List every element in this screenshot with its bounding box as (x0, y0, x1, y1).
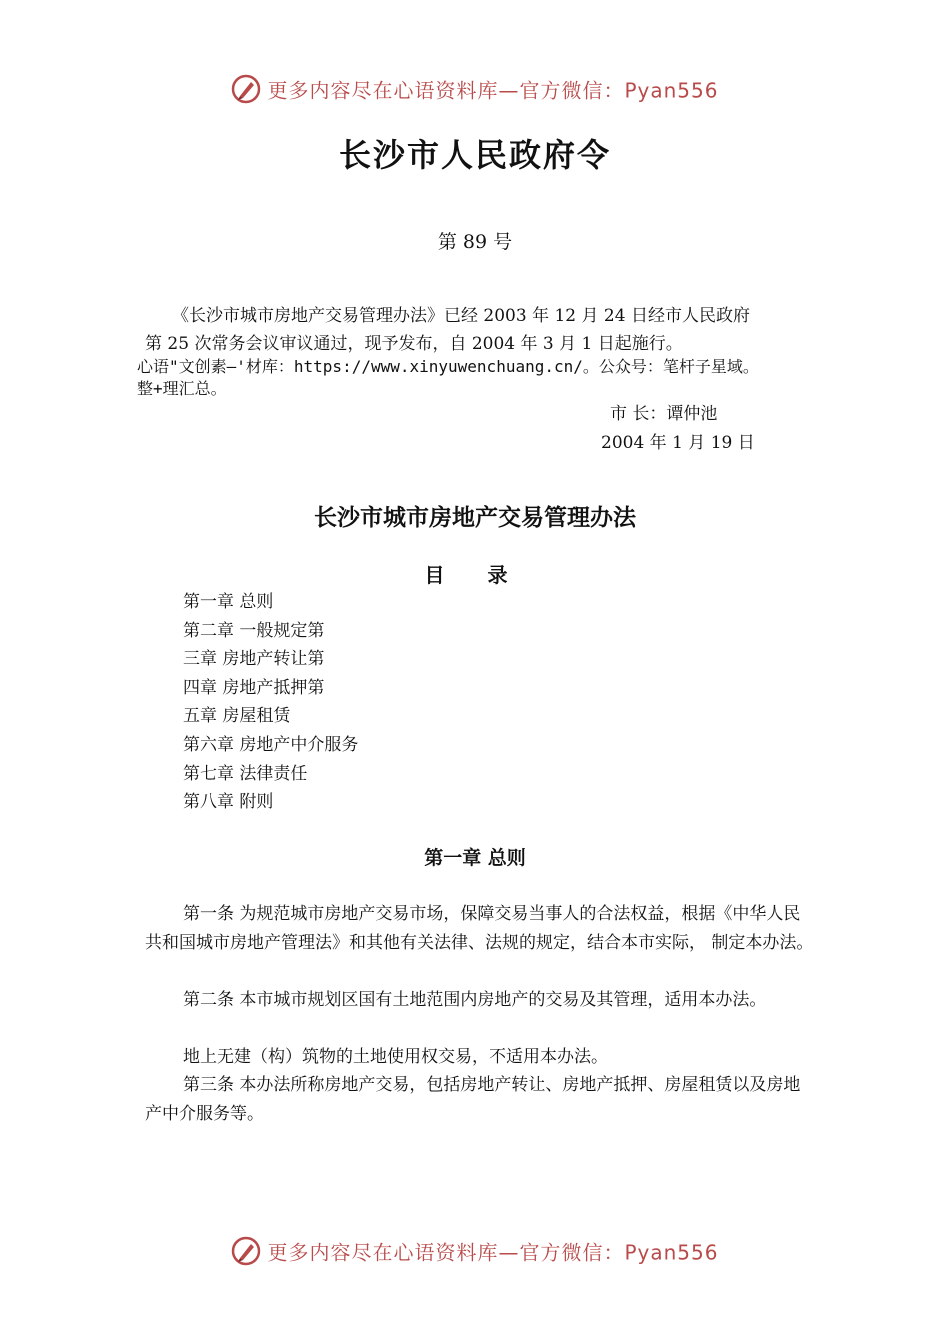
article-3: 第三条 本办法所称房地产交易，包括房地产转让、房地产抵押、房屋租赁以及房地产中介服务等。 (145, 1075, 801, 1124)
document-title: 长沙市城市房地产交易管理办法 (314, 505, 636, 531)
source-note-line-1: 心语"文创素—'材库：https://www.xinyuwenchuang.cn/。公众号：笔杆子星域。 (137, 357, 759, 376)
toc-item: 第一章 总则 (183, 592, 274, 612)
toc-item: 三章 房地产转让第 (183, 649, 325, 670)
toc-item: 第七章 法律责任 (183, 763, 308, 784)
article-2: 第二条 本市城市规划区国有土地范围内房地产的交易及其管理，适用本办法。 (183, 990, 767, 1010)
red-pen-logo-icon (231, 1236, 261, 1266)
watermark-text: 更多内容尽在心语资料库—官方微信：Pyan556 (267, 1240, 719, 1265)
source-note-line-2: 整+理汇总。 (137, 379, 227, 398)
toc-item: 第二章 一般规定第 (183, 620, 325, 641)
decree-number: 第 89 号 (437, 231, 513, 253)
red-pen-logo-icon (231, 74, 261, 104)
watermark-text: 更多内容尽在心语资料库—官方微信：Pyan556 (267, 78, 719, 103)
toc-item: 第八章 附则 (183, 792, 274, 813)
toc-item: 五章 房屋租赁 (183, 706, 291, 727)
toc-item: 第六章 房地产中介服务 (183, 734, 359, 755)
page-title: 长沙市人民政府令 (338, 136, 611, 174)
article-2-note: 地上无建（构）筑物的土地使用权交易，不适用本办法。 (183, 1047, 608, 1067)
promulgation-line-1: 《长沙市城市房地产交易管理办法》已经 2003 年 12 月 24 日经市人民政府 (172, 306, 750, 326)
toc-item: 四章 房地产抵押第 (183, 677, 325, 698)
signer: 市 长：谭仲池 (610, 404, 718, 424)
promulgation-line-2: 第 25 次常务会议审议通过，现予发布，自 2004 年 3 月 1 日起施行。 (145, 334, 683, 354)
toc-heading: 目 录 (424, 563, 526, 587)
table-of-contents (183, 588, 358, 817)
chapter-1-title: 第一章 总则 (424, 847, 526, 869)
promulgation-date: 2004 年 1 月 19 日 (601, 433, 755, 453)
top-watermark (0, 74, 950, 104)
bottom-watermark (0, 1236, 950, 1266)
article-1: 第一条 为规范城市房地产交易市场，保障交易当事人的合法权益，根据《中华人民共和国城市房地产管理法》和其他有关法律、法规的规定，结合本市实际， 制定本办法。 (145, 904, 814, 953)
